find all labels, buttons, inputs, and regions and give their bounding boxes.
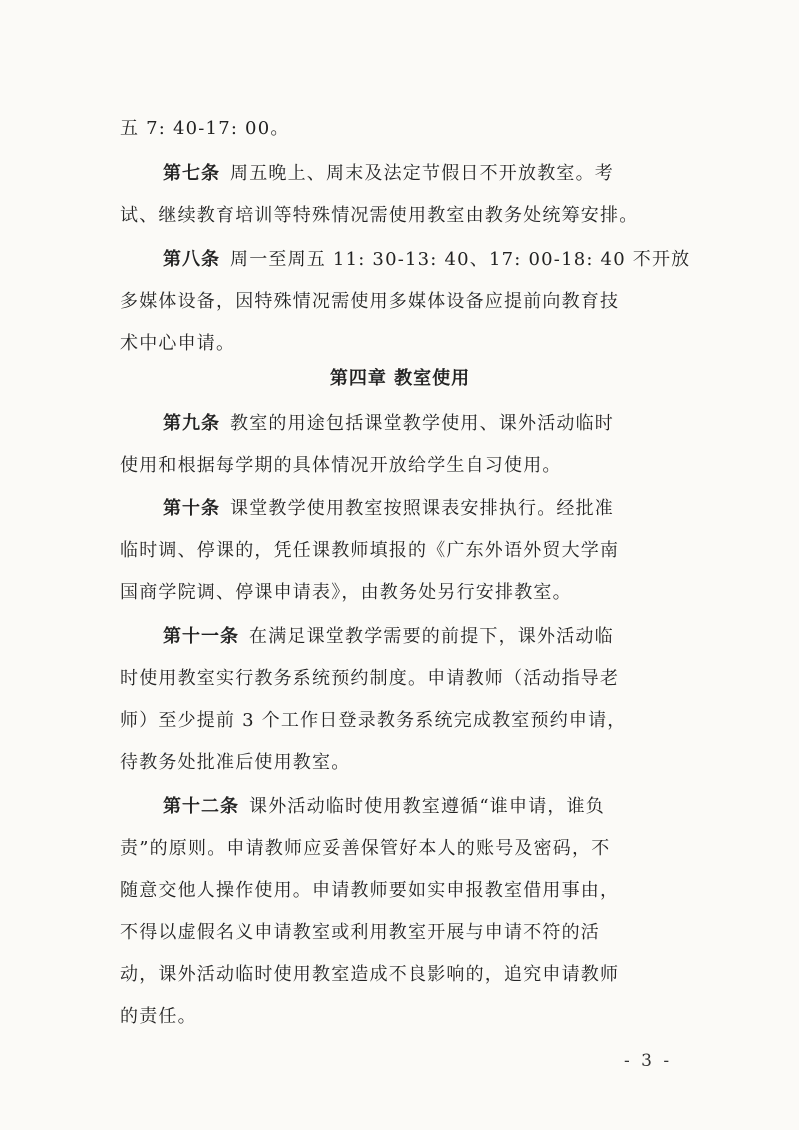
text-line: 多媒体设备，因特殊情况需使用多媒体设备应提前向教育技 <box>120 291 620 312</box>
text-line: 国商学院调、停课申请表》，由教务处另行安排教室。 <box>120 582 572 603</box>
text-line: 待教务处批准后使用教室。 <box>120 752 351 773</box>
text-line: 动，课外活动临时使用教室造成不良影响的，追究申请教师 <box>120 964 620 985</box>
text-line: 五 7: 40-17: 00。 <box>120 118 290 139</box>
text-line: 临时调、停课的，凭任课教师填报的《广东外语外贸大学南 <box>120 540 620 561</box>
text-line: 随意交他人操作使用。申请教师要如实申报教室借用事由， <box>120 880 620 901</box>
article-9-line: 第九条 教室的用途包括课堂教学使用、课外活动临时 <box>163 413 614 434</box>
article-label: 第八条 <box>163 249 220 270</box>
text-line: 试、继续教育培训等特殊情况需使用教室由教务处统筹安排。 <box>120 205 639 226</box>
page-number: - 3 - <box>624 1051 673 1071</box>
text-line: 术中心申请。 <box>120 333 236 354</box>
article-label: 第十一条 <box>163 626 239 647</box>
article-10-line: 第十条 课堂教学使用教室按照课表安排执行。经批准 <box>163 498 614 519</box>
text-line: 不得以虚假名义申请教室或利用教室开展与申请不符的活 <box>120 922 600 943</box>
article-11-line: 第十一条 在满足课堂教学需要的前提下，课外活动临 <box>163 626 614 647</box>
article-label: 第十条 <box>163 498 220 519</box>
text-line: 时使用教室实行教务系统预约制度。申请教师（活动指导老 <box>120 668 620 689</box>
article-12-line: 第十二条 课外活动临时使用教室遵循“谁申请，谁负 <box>163 796 606 817</box>
text-line: 的责任。 <box>120 1006 197 1027</box>
text-line: 使用和根据每学期的具体情况开放给学生自习使用。 <box>120 455 562 476</box>
article-8-line: 第八条 周一至周五 11: 30-13: 40、17: 00-18: 40 不开放 <box>163 249 691 270</box>
text-line: 责”的原则。申请教师应妥善保管好本人的账号及密码，不 <box>120 838 611 859</box>
text-line: 师）至少提前 3 个工作日登录教务系统完成教室预约申请， <box>120 710 627 731</box>
article-label: 第七条 <box>163 163 220 184</box>
chapter-heading: 第四章 教室使用 <box>329 368 471 389</box>
article-label: 第九条 <box>163 413 220 434</box>
article-label: 第十二条 <box>163 796 239 817</box>
article-7-line: 第七条 周五晚上、周末及法定节假日不开放教室。考 <box>163 163 614 184</box>
